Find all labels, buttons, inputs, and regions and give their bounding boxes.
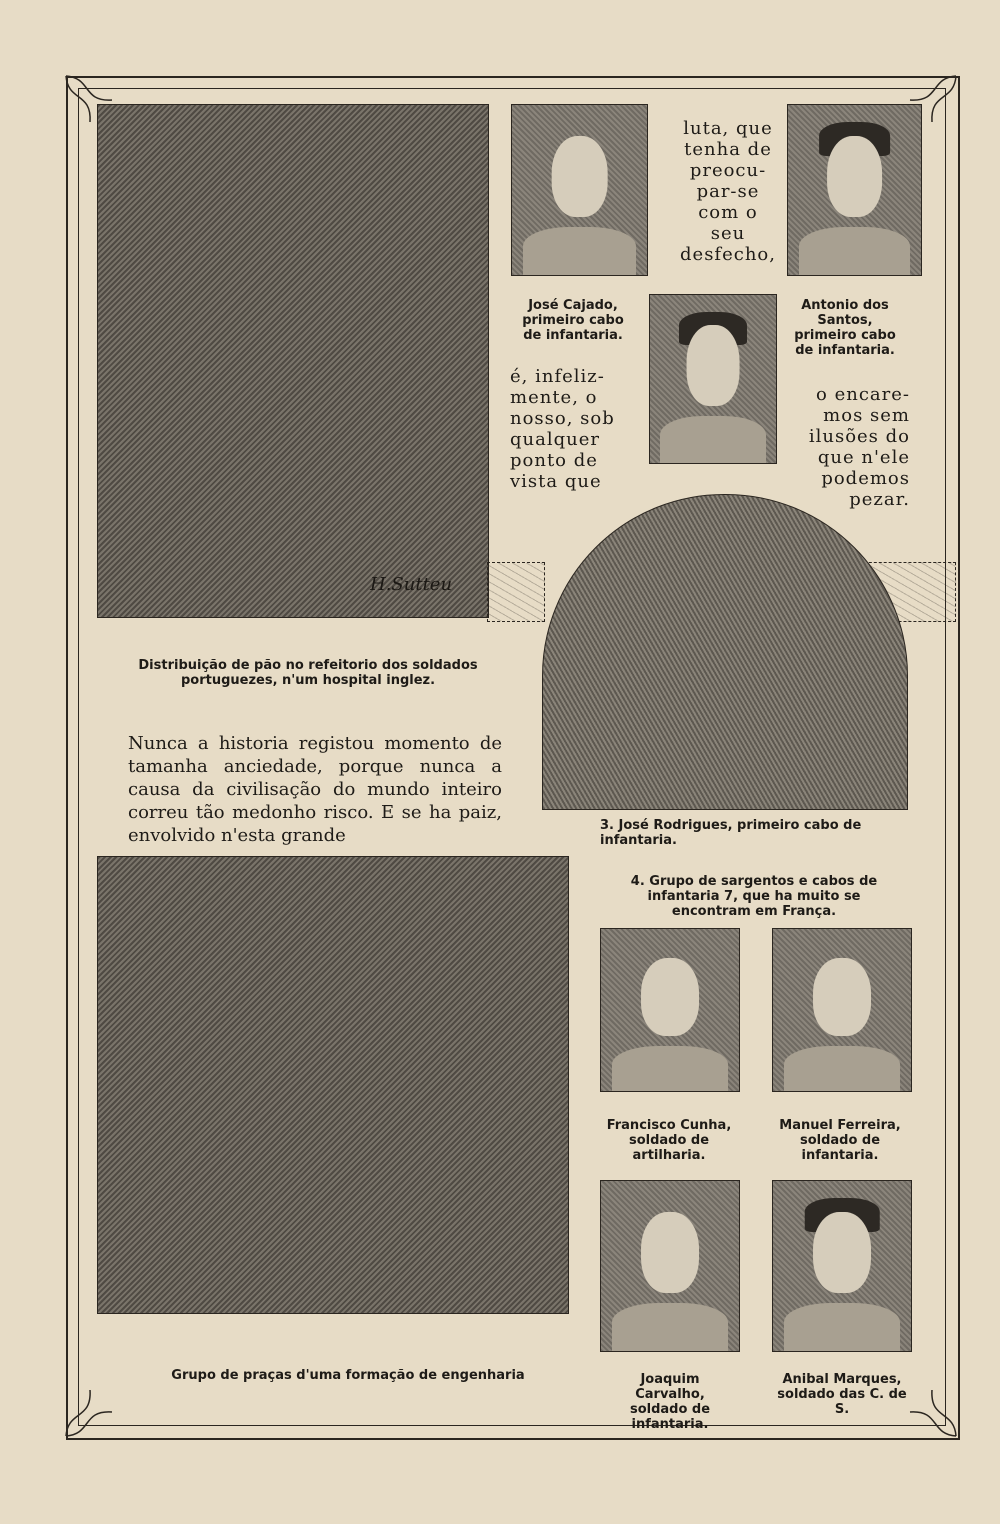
corner-ornament-icon bbox=[62, 1384, 118, 1440]
flow-text-top: luta, que tenha de preocu- par-se com o seu desfecho, bbox=[680, 118, 776, 265]
portrait-anibal-marques bbox=[772, 1180, 912, 1352]
portrait-antonio-santos bbox=[787, 104, 922, 276]
caption-anibal-marques: Anibal Marques, soldado das C. de S. bbox=[777, 1372, 907, 1417]
caption-joaquim-carvalho: Joaquim Carvalho, soldado de infantaria. bbox=[629, 1372, 711, 1432]
bread-distribution-photo bbox=[97, 104, 489, 618]
engineering-group-photo bbox=[97, 856, 569, 1314]
caption-jose-rodrigues: 3. José Rodrigues, primeiro cabo de infantaria. bbox=[600, 818, 862, 848]
caption-bread-distribution: Distribuição de pão no refeitorio dos soldados portuguezes, n'um hospital inglez. bbox=[138, 658, 478, 688]
caption-grupo-sargentos: 4. Grupo de sargentos e cabos de infantaria 7, que ha muito se encontram em França. bbox=[630, 874, 878, 919]
portrait-jose-rodrigues bbox=[649, 294, 777, 464]
corner-ornament-icon bbox=[904, 1384, 960, 1440]
caption-francisco-cunha: Francisco Cunha, soldado de artilharia. bbox=[606, 1118, 732, 1163]
photographer-signature: H.Sutteu bbox=[370, 574, 453, 595]
caption-jose-cajado: José Cajado, primeiro cabo de infantaria. bbox=[522, 298, 624, 343]
vine-ornament-left bbox=[487, 562, 545, 622]
caption-antonio-santos: Antonio dos Santos, primeiro cabo de infantaria. bbox=[794, 298, 896, 358]
caption-manuel-ferreira: Manuel Ferreira, soldado de infantaria. bbox=[779, 1118, 901, 1163]
portrait-manuel-ferreira bbox=[772, 928, 912, 1092]
body-paragraph: Nunca a historia registou momento de tamanha anciedade, porque nunca a causa da civilisação do mundo inteiro correu tão medonho risco. E se ha paiz, envolvido n'esta grande bbox=[128, 733, 502, 846]
flow-text-right: o encare- mos sem ilusões do que n'ele podemos pezar. bbox=[808, 384, 910, 510]
flow-text-left: é, infeliz- mente, o nosso, sob qualquer ponto de vista que bbox=[510, 366, 615, 492]
portrait-joaquim-carvalho bbox=[600, 1180, 740, 1352]
caption-grupo-engenharia: Grupo de praças d'uma formação de engenharia bbox=[171, 1368, 525, 1383]
portrait-jose-cajado bbox=[511, 104, 648, 276]
portrait-francisco-cunha bbox=[600, 928, 740, 1092]
